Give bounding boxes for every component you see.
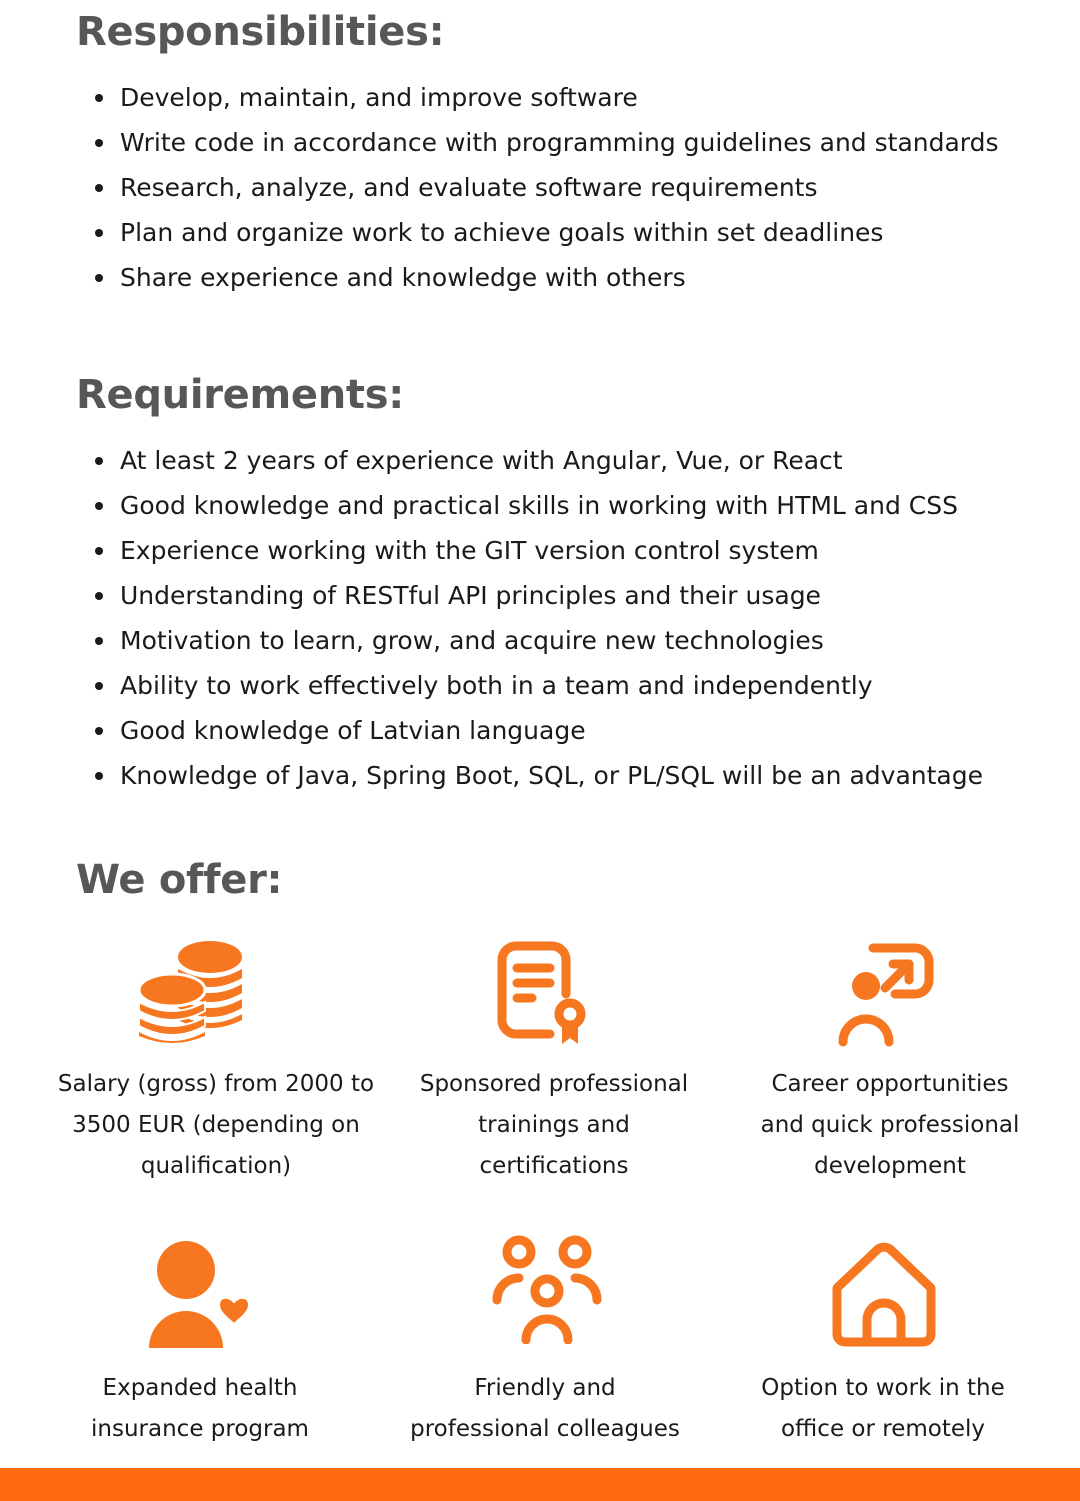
list-item: Plan and organize work to achieve goals within set deadlines bbox=[92, 210, 999, 255]
offer-label: Career opportunities and quick professional development bbox=[760, 1071, 1020, 1179]
list-item: Develop, maintain, and improve software bbox=[92, 75, 999, 120]
list-item: Ability to work effectively both in a team and independently bbox=[92, 663, 983, 708]
list-item: Understanding of RESTful API principles and their usage bbox=[92, 573, 983, 618]
career-growth-icon bbox=[835, 940, 945, 1050]
list-item: At least 2 years of experience with Angular, Vue, or React bbox=[92, 438, 983, 483]
offer-label: Expanded health insurance program bbox=[91, 1375, 309, 1442]
list-item: Knowledge of Java, Spring Boot, SQL, or PL/SQL will be an advantage bbox=[92, 753, 983, 798]
coins-icon bbox=[136, 940, 246, 1050]
requirements-heading: Requirements: bbox=[76, 372, 404, 418]
offer-label: Salary (gross) from 2000 to 3500 EUR (depending on qualification) bbox=[57, 1071, 375, 1179]
list-item: Good knowledge and practical skills in working with HTML and CSS bbox=[92, 483, 983, 528]
list-item: Research, analyze, and evaluate software requirements bbox=[92, 165, 999, 210]
bottom-accent-bar bbox=[0, 1468, 1080, 1501]
health-person-heart-icon bbox=[146, 1240, 256, 1350]
offer-label: Option to work in the office or remotely bbox=[761, 1375, 1005, 1442]
offer-heading: We offer: bbox=[76, 857, 283, 903]
list-item: Motivation to learn, grow, and acquire new technologies bbox=[92, 618, 983, 663]
list-item: Write code in accordance with programming guidelines and standards bbox=[92, 120, 999, 165]
certificate-icon bbox=[492, 940, 602, 1050]
list-item: Share experience and knowledge with others bbox=[92, 255, 999, 300]
responsibilities-heading: Responsibilities: bbox=[76, 9, 445, 55]
home-icon bbox=[829, 1238, 939, 1348]
list-item: Good knowledge of Latvian language bbox=[92, 708, 983, 753]
list-item: Experience working with the GIT version control system bbox=[92, 528, 983, 573]
colleagues-group-icon bbox=[492, 1234, 602, 1344]
requirements-list bbox=[92, 438, 983, 798]
responsibilities-list bbox=[92, 75, 999, 300]
offer-label: Sponsored professional trainings and certifications bbox=[419, 1071, 689, 1179]
offer-label: Friendly and professional colleagues bbox=[410, 1375, 680, 1442]
